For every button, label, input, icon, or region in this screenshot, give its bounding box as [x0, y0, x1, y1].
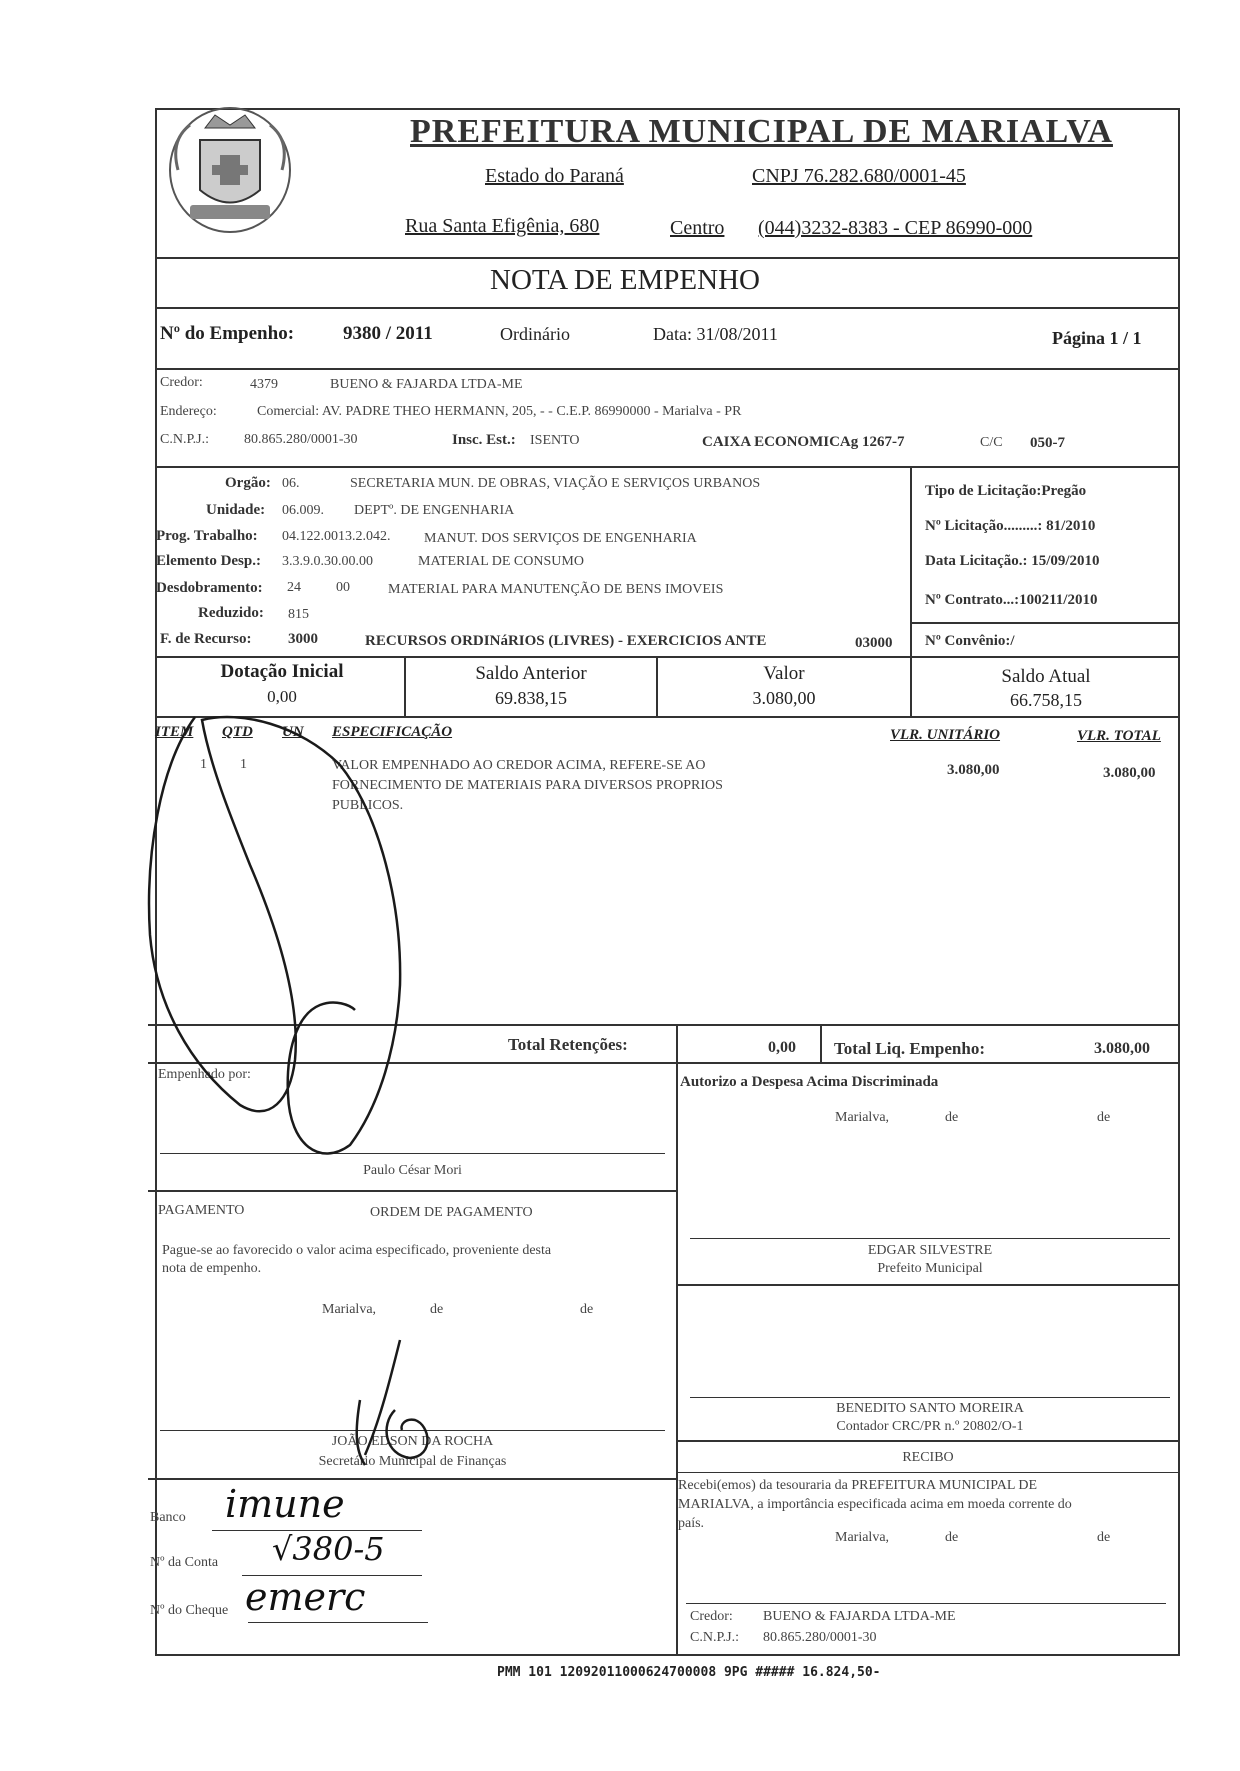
- empenho-label: Nº do Empenho:: [160, 323, 295, 344]
- state-name: Estado do Paraná: [485, 165, 624, 187]
- signature-paulo-cesar-mori: [140, 705, 440, 1165]
- credor-label: Credor:: [160, 375, 203, 390]
- credor-cnpj-value: 80.865.280/0001-30: [244, 432, 358, 447]
- credor-code: 4379: [250, 377, 278, 392]
- prog-desc: MANUT. DOS SERVIÇOS DE ENGENHARIA: [424, 531, 697, 546]
- item-spec-line-3: PUBLICOS.: [332, 798, 404, 813]
- dotacao-value: 0,00: [267, 687, 297, 706]
- recurso-value: 3000: [288, 631, 318, 647]
- item-spec-line-1: VALOR EMPENHADO AO CREDOR ACIMA, REFERE-SE AO: [332, 758, 706, 773]
- insc-value: ISENTO: [530, 433, 580, 448]
- prefeito-name: EDGAR SILVESTRE: [867, 1243, 993, 1258]
- empenhado-name: Paulo César Mori: [363, 1163, 462, 1178]
- tipo-licitacao: Tipo de Licitação:Pregão: [925, 483, 1087, 499]
- recurso-code: 03000: [855, 635, 893, 651]
- credor-cnpj-label: C.N.P.J.:: [160, 432, 210, 447]
- signature-joao-edson-da-rocha: [340, 1330, 440, 1470]
- reduzido-value: 815: [288, 607, 309, 622]
- page-number: Página 1 / 1: [1052, 328, 1142, 348]
- prog-value: 04.122.0013.2.042.: [282, 529, 391, 544]
- item-spec-line-2: FORNECIMENTO DE MATERIAIS PARA DIVERSOS PROPRIOS: [332, 778, 723, 793]
- credor-name: BUENO & FAJARDA LTDA-ME: [330, 377, 523, 392]
- contador-name: BENEDITO SANTO MOREIRA: [836, 1401, 1024, 1416]
- empenho-date: Data: 31/08/2011: [653, 324, 778, 344]
- secretario-role: Secretário Municipal de Finanças: [318, 1454, 507, 1469]
- saldo-anterior-label: Saldo Anterior: [475, 663, 587, 684]
- autorizo-place: Marialva,: [835, 1110, 890, 1125]
- recibo-de-1: de: [945, 1530, 959, 1545]
- credor-bank: CAIXA ECONOMICAg 1267-7: [702, 434, 905, 450]
- pagamento-text-2: nota de empenho.: [162, 1261, 262, 1276]
- recibo-de-2: de: [1097, 1530, 1111, 1545]
- insc-label: Insc. Est.:: [452, 432, 516, 448]
- total-retencoes-label: Total Retenções:: [508, 1035, 628, 1054]
- desdobramento-desc: MATERIAL PARA MANUTENÇÃO DE BENS IMOVEIS: [388, 582, 724, 597]
- col-valor-total: VLR. TOTAL: [1077, 728, 1161, 744]
- reduzido-label: Reduzido:: [198, 605, 264, 621]
- col-valor-unitario: VLR. UNITÁRIO: [890, 727, 1001, 743]
- pagamento-de-1: de: [430, 1302, 444, 1317]
- endereco-value: Comercial: AV. PADRE THEO HERMANN, 205, - - C.E.P. 86990000 - Marialva - PR: [257, 404, 742, 419]
- empenho-number: 9380 / 2011: [343, 323, 433, 344]
- recibo-title: RECIBO: [902, 1450, 954, 1465]
- orgao-value: 06.: [282, 476, 300, 491]
- recibo-cnpj-label: C.N.P.J.:: [690, 1630, 740, 1645]
- recibo-text-3: país.: [678, 1516, 705, 1531]
- recurso-label: F. de Recurso:: [160, 631, 252, 647]
- prefeitura-address: Rua Santa Efigênia, 680: [405, 215, 600, 237]
- col-item: ITEM: [155, 724, 194, 740]
- item-qtd: 1: [240, 757, 247, 772]
- total-liquido-value: 3.080,00: [1094, 1040, 1150, 1057]
- col-especificacao: ESPECIFICAÇÃO: [332, 724, 453, 740]
- prefeito-role: Prefeito Municipal: [877, 1261, 983, 1276]
- unidade-value: 06.009.: [282, 503, 324, 518]
- autorizo-de-2: de: [1097, 1110, 1111, 1125]
- prefeitura-phone-cep: (044)3232-8383 - CEP 86990-000: [758, 217, 1033, 239]
- coat-of-arms-icon: [160, 100, 300, 240]
- cc-value: 050-7: [1030, 435, 1065, 451]
- recibo-cnpj-value: 80.865.280/0001-30: [763, 1630, 877, 1645]
- saldo-atual-label: Saldo Atual: [1001, 666, 1091, 687]
- elemento-label: Elemento Desp.:: [156, 553, 261, 569]
- footer-code: PMM 101 12092011000624700008 9PG ##### 16.824,50-: [497, 1665, 881, 1680]
- col-un: UN: [282, 724, 304, 740]
- numero-contrato: Nº Contrato...:100211/2010: [925, 592, 1098, 608]
- conta-label: Nº da Conta: [150, 1555, 219, 1570]
- unidade-label: Unidade:: [206, 502, 266, 518]
- pagamento-place: Marialva,: [322, 1302, 377, 1317]
- total-retencoes-value: 0,00: [768, 1039, 796, 1056]
- desdobramento-label: Desdobramento:: [156, 580, 263, 596]
- recibo-credor-label: Credor:: [690, 1609, 733, 1624]
- desdobramento-a: 24: [287, 580, 301, 595]
- prefeitura-district: Centro: [670, 217, 725, 239]
- recurso-desc: RECURSOS ORDINáRIOS (LIVRES) - EXERCICIOS ANTE: [365, 633, 767, 649]
- valor-value: 3.080,00: [752, 688, 816, 708]
- cheque-label: Nº do Cheque: [150, 1603, 229, 1618]
- ordem-pagamento-label: ORDEM DE PAGAMENTO: [370, 1205, 533, 1220]
- prefeitura-cnpj: CNPJ 76.282.680/0001-45: [752, 165, 966, 187]
- pagamento-label: PAGAMENTO: [158, 1203, 245, 1218]
- desdobramento-b: 00: [336, 580, 350, 595]
- total-liquido-label: Total Liq. Empenho:: [834, 1039, 985, 1058]
- item-total-value: 3.080,00: [1103, 765, 1156, 781]
- pagamento-text-1: Pague-se ao favorecido o valor acima especificado, proveniente desta: [162, 1243, 552, 1258]
- pagamento-de-2: de: [580, 1302, 594, 1317]
- numero-licitacao: Nº Licitação.........: 81/2010: [925, 518, 1096, 534]
- prog-label: Prog. Trabalho:: [156, 528, 258, 544]
- secretario-name: JOÃO EDSON DA ROCHA: [331, 1434, 494, 1449]
- elemento-value: 3.3.9.0.30.00.00: [282, 554, 373, 569]
- col-qtd: QTD: [222, 724, 253, 740]
- recibo-place: Marialva,: [835, 1530, 890, 1545]
- conta-handwritten: √380-5: [272, 1530, 385, 1568]
- autorizo-label: Autorizo a Despesa Acima Discriminada: [680, 1074, 939, 1090]
- saldo-atual-value: 66.758,15: [1010, 690, 1082, 710]
- cheque-handwritten: emerc: [245, 1575, 366, 1619]
- valor-label: Valor: [763, 663, 805, 684]
- data-licitacao: Data Licitação.: 15/09/2010: [925, 553, 1100, 569]
- endereco-label: Endereço:: [160, 404, 217, 419]
- saldo-anterior-value: 69.838,15: [495, 688, 567, 708]
- recibo-text-1: Recebi(emos) da tesouraria da PREFEITURA MUNICIPAL DE: [678, 1478, 1038, 1493]
- empenhado-label: Empenhado por:: [158, 1067, 251, 1082]
- cc-label: C/C: [980, 435, 1003, 450]
- empenho-type: Ordinário: [500, 324, 570, 344]
- item-unit-value: 3.080,00: [947, 762, 1000, 778]
- unidade-desc: DEPTº. DE ENGENHARIA: [354, 503, 515, 518]
- dotacao-label: Dotação Inicial: [220, 661, 344, 682]
- autorizo-de-1: de: [945, 1110, 959, 1125]
- banco-label: Banco: [150, 1510, 186, 1525]
- elemento-desc: MATERIAL DE CONSUMO: [418, 554, 584, 569]
- item-number: 1: [200, 757, 207, 772]
- recibo-text-2: MARIALVA, a importância especificada acima em moeda corrente do: [678, 1497, 1072, 1512]
- contador-role: Contador CRC/PR n.º 20802/O-1: [836, 1419, 1024, 1434]
- prefeitura-title: PREFEITURA MUNICIPAL DE MARIALVA: [410, 113, 1113, 150]
- convenio: Nº Convênio:/: [925, 633, 1015, 649]
- banco-handwritten: imune: [225, 1482, 345, 1526]
- orgao-desc: SECRETARIA MUN. DE OBRAS, VIAÇÃO E SERVIÇOS URBANOS: [350, 476, 761, 491]
- recibo-credor-value: BUENO & FAJARDA LTDA-ME: [763, 1609, 956, 1624]
- document-title: NOTA DE EMPENHO: [490, 264, 760, 296]
- orgao-label: Orgão:: [225, 475, 271, 491]
